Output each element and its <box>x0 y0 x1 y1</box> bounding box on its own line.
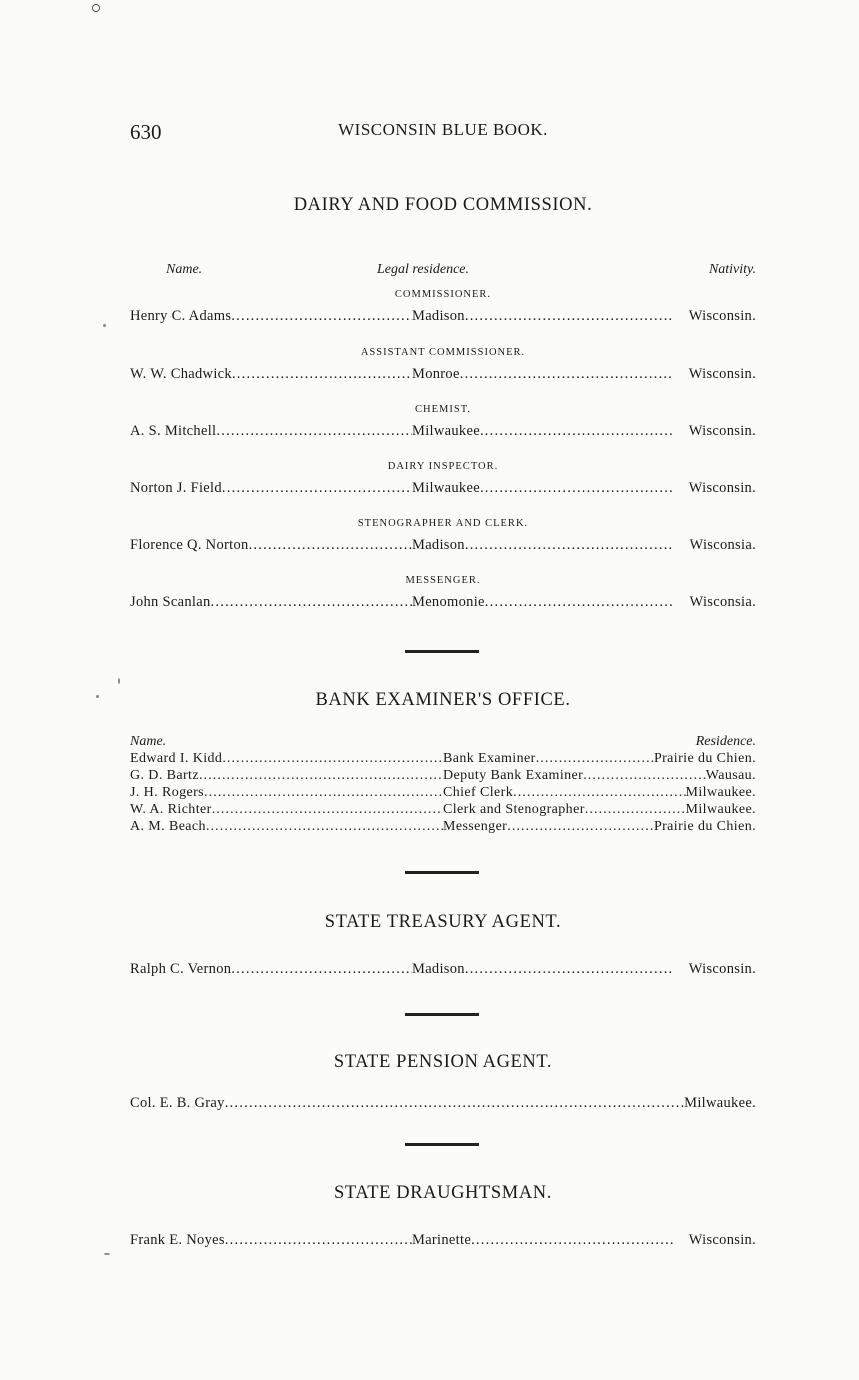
leader-dots <box>222 480 412 497</box>
role-heading: MESSENGER. <box>405 575 481 586</box>
residence: Milwaukee <box>412 480 480 496</box>
residence: Madison <box>412 308 465 324</box>
leader-dots <box>231 308 412 325</box>
dairy-row <box>130 537 756 557</box>
leader-dots <box>583 768 706 784</box>
treasury-section-title: STATE TREASURY AGENT. <box>324 912 562 932</box>
role-heading: ASSISTANT COMMISSIONER. <box>360 347 526 358</box>
residence: Prairie du Chien. <box>653 819 756 834</box>
person-name: Col. E. B. Gray <box>130 1095 225 1111</box>
residence: Wausau. <box>705 768 756 783</box>
leader-dots <box>204 785 443 801</box>
role-heading: CHEMIST. <box>415 404 471 415</box>
nativity: Wisconsin. <box>688 308 756 324</box>
bank-row <box>130 819 756 837</box>
position-title: Chief Clerk <box>443 785 514 800</box>
nativity: Wisconsin. <box>688 961 756 977</box>
person-name: Norton J. Field <box>130 480 222 496</box>
bank-col-name: Name. <box>130 734 167 749</box>
nativity: Wisconsia. <box>689 594 756 610</box>
leader-dots <box>480 423 674 440</box>
bank-row <box>130 785 756 803</box>
dairy-row <box>130 423 756 443</box>
bank-row <box>130 768 756 786</box>
leader-dots <box>232 366 412 383</box>
print-speck <box>103 324 106 327</box>
leader-dots <box>465 537 674 554</box>
leader-dots <box>460 366 674 383</box>
pension-section-title: STATE PENSION AGENT. <box>333 1052 553 1072</box>
person-name: Florence Q. Norton <box>130 537 249 553</box>
person-name: Frank E. Noyes <box>130 1232 225 1248</box>
nativity: Wisconsin. <box>688 480 756 496</box>
person-name: Edward I. Kidd <box>130 751 223 766</box>
residence: Milwaukee. <box>685 802 756 817</box>
dairy-section-title: DAIRY AND FOOD COMMISSION. <box>293 195 593 215</box>
person-name: Ralph C. Vernon <box>130 961 232 977</box>
leader-dots <box>231 961 412 978</box>
bank-row <box>130 751 756 769</box>
position-title: Clerk and Stenographer <box>443 802 585 817</box>
person-name: Henry C. Adams <box>130 308 232 324</box>
dairy-row <box>130 366 756 386</box>
residence: Milwaukee <box>412 423 480 439</box>
page-header <box>130 120 756 148</box>
position-title: Messenger <box>443 819 508 834</box>
bank-row <box>130 802 756 820</box>
position-title: Bank Examiner <box>443 751 536 766</box>
leader-dots <box>507 819 654 835</box>
leader-dots <box>225 1232 412 1249</box>
dairy-col-name: Name. <box>166 262 203 277</box>
residence: Milwaukee. <box>684 1095 756 1111</box>
leader-dots <box>465 961 674 978</box>
print-speck <box>96 695 99 698</box>
role-heading: DAIRY INSPECTOR. <box>387 461 499 472</box>
bank-col-residence: Residence. <box>695 734 756 749</box>
print-speck <box>92 4 100 12</box>
leader-dots <box>485 594 674 611</box>
residence: Menomonie <box>412 594 485 610</box>
residence: Prairie du Chien. <box>653 751 756 766</box>
person-name: A. M. Beach <box>130 819 206 834</box>
position-title: Deputy Bank Examiner <box>443 768 584 783</box>
section-divider <box>405 1143 479 1146</box>
leader-dots <box>212 802 443 818</box>
residence: Marinette <box>412 1232 472 1248</box>
person-name: John Scanlan <box>130 594 211 610</box>
section-divider <box>405 1013 479 1016</box>
leader-dots <box>480 480 674 497</box>
dairy-row <box>130 308 756 328</box>
person-name: G. D. Bartz <box>130 768 199 783</box>
person-name: A. S. Mitchell <box>130 423 217 439</box>
residence: Milwaukee. <box>685 785 756 800</box>
nativity: Wisconsin. <box>688 366 756 382</box>
section-divider <box>405 650 479 653</box>
leader-dots <box>199 768 443 784</box>
leader-dots <box>216 423 412 440</box>
leader-dots <box>465 308 674 325</box>
dairy-col-residence: Legal residence. <box>377 262 470 277</box>
draughtsman-section-title: STATE DRAUGHTSMAN. <box>334 1183 552 1203</box>
nativity: Wisconsin. <box>688 423 756 439</box>
leader-dots <box>513 785 685 801</box>
person-name: W. W. Chadwick <box>130 366 232 382</box>
page-number: 630 <box>130 120 162 144</box>
person-name: W. A. Richter <box>130 802 212 817</box>
print-speck <box>118 678 120 684</box>
role-heading: COMMISSIONER. <box>394 289 492 300</box>
person-name: J. H. Rogers <box>130 785 205 800</box>
leader-dots <box>225 1095 684 1115</box>
leader-dots <box>206 819 443 835</box>
treasury-row <box>130 961 756 981</box>
dairy-col-nativity: Nativity. <box>708 262 756 277</box>
leader-dots <box>222 751 443 767</box>
leader-dots <box>585 802 686 818</box>
bank-section-title: BANK EXAMINER'S OFFICE. <box>315 690 571 710</box>
leader-dots <box>249 537 412 554</box>
nativity: Wisconsia. <box>689 537 756 553</box>
dairy-row <box>130 594 756 614</box>
residence: Madison <box>412 961 465 977</box>
draughtsman-row <box>130 1232 756 1252</box>
pension-row <box>130 1095 756 1115</box>
nativity: Wisconsin. <box>688 1232 756 1248</box>
leader-dots <box>536 751 654 767</box>
running-title: WISCONSIN BLUE BOOK. <box>338 120 548 139</box>
residence: Monroe <box>412 366 460 382</box>
residence: Madison <box>412 537 465 553</box>
role-heading: STENOGRAPHER AND CLERK. <box>357 518 529 529</box>
leader-dots <box>471 1232 674 1249</box>
section-divider <box>405 871 479 874</box>
print-speck <box>104 1253 110 1255</box>
dairy-row <box>130 480 756 500</box>
leader-dots <box>211 594 412 611</box>
